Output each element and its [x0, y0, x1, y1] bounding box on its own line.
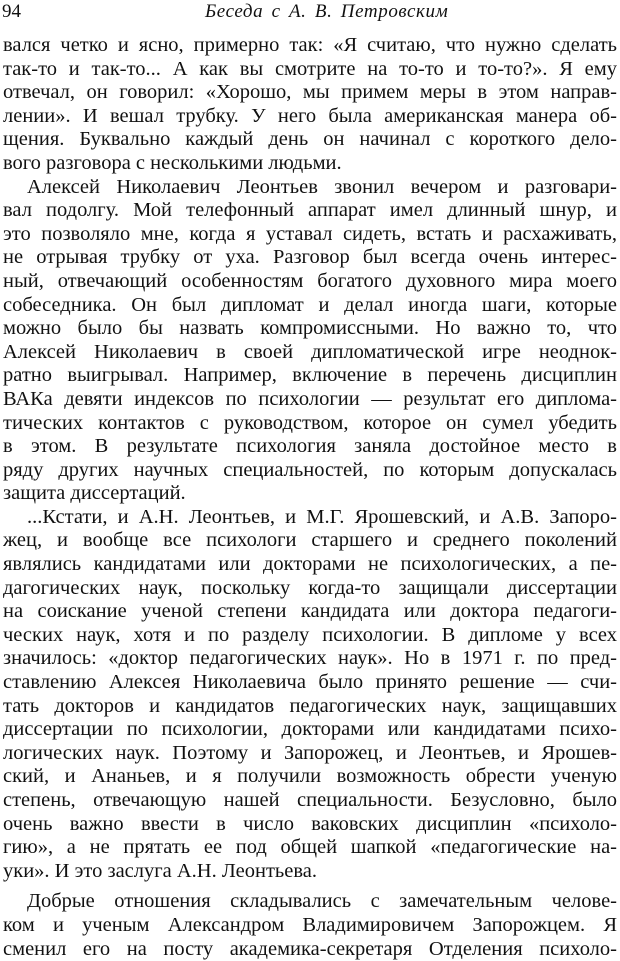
text-line: жец, и вообще все психологи старшего и среднего поколений [3, 529, 617, 552]
text-line: тать докторов и кандидатов педагогических наук, защищавших [3, 694, 617, 717]
text-line: на соискание ученой степени кандидата или доктора педагоги- [3, 600, 617, 623]
text-line: ставлению Алексея Николаевича было принято решение — счи- [3, 671, 617, 694]
body-text [3, 34, 617, 961]
text-line: вал подолгу. Мой телефонный аппарат имел длинный шнур, и [3, 199, 617, 222]
text-line: вого разговора с несколькими людьми. [3, 151, 342, 174]
text-line: щения. Буквально каждый день он начинал с короткого дело- [3, 128, 617, 151]
text-line: это позволяло мне, когда я уставал сидеть, встать и расхаживать, [3, 222, 617, 245]
text-line: ВАКа девяти индексов по психологии — результат его диплома- [3, 387, 617, 410]
text-line: очень важно ввести в число ваковских дисциплин «психоло- [3, 812, 617, 835]
text-line: логических наук. Поэтому и Запорожец, и Леонтьев, и Ярошев- [3, 741, 617, 764]
text-line: степень, отвечающую нашей специальности. Безусловно, было [3, 789, 617, 811]
text-line: Алексей Николаевич Леонтьев звонил вечером и разговари- [27, 175, 617, 198]
text-line: Добрые отношения складывались с замечательным челове- [27, 890, 617, 913]
text-line: дагогических наук, поскольку когда-то защищали диссертации [3, 576, 617, 599]
paragraph-gap [3, 883, 617, 890]
text-line: уки». И это заслуга А.Н. Леонтьева. [3, 859, 317, 882]
text-line: диссертации по психологии, докторами или кандидатами психо- [3, 718, 617, 741]
text-line: гию», а не прятать ее под общей шапкой «педагогические на- [3, 836, 617, 859]
text-line: ческих наук, хотя и по разделу психологии. В дипломе у всех [3, 623, 617, 646]
paragraph [3, 890, 617, 961]
text-line: являлись кандидатами или докторами не психологических, а пе- [3, 553, 617, 576]
text-line: значилось: «доктор педагогических наук». Но в 1971 г. по пред- [3, 647, 617, 670]
paragraph [3, 506, 617, 884]
text-line: в этом. В результате психология заняла достойное место в [3, 435, 617, 458]
text-line: вался четко и ясно, примерно так: «Я считаю, что нужно сделать [3, 34, 617, 56]
text-line: собеседника. Он был дипломат и делал иногда шаги, которые [3, 293, 617, 316]
text-line: не отрывая трубку от уха. Разговор был всегда очень интерес- [3, 246, 617, 269]
text-line: ный, отвечающий особенностям богатого духовного мира моего [3, 269, 617, 292]
running-title: Беседа с А. В. Петровским [205, 1, 449, 22]
paragraph [3, 176, 617, 506]
text-line: ряду других научных специальностей, по которым допускалась [3, 458, 617, 481]
text-line: лении». И вешал трубку. У него была американская манера об- [3, 104, 617, 127]
text-line: можно было бы назвать компромиссными. Но важно то, что [3, 317, 617, 340]
text-line: Алексей Николаевич в своей дипломатической игре неоднок- [3, 340, 617, 363]
page-number: 94 [2, 1, 21, 22]
text-line: отвечал, он говорил: «Хорошо, мы примем меры в этом направ- [3, 81, 617, 104]
text-line: ком и ученым Александром Владимировичем Запорожцем. Я [3, 913, 617, 936]
text-line: ратно выигрывал. Например, включение в перечень дисциплин [3, 364, 617, 387]
paragraph [3, 34, 617, 176]
text-line: сменил его на посту академика-секретаря Отделения психоло- [3, 937, 617, 960]
text-line: ...Кстати, и А.Н. Леонтьев, и М.Г. Ярошевский, и А.В. Запоро- [27, 505, 617, 528]
text-line: ский, и Ананьев, и я получили возможность обрести ученую [3, 765, 617, 788]
text-line: защита диссертаций. [3, 482, 186, 505]
text-line: тических контактов с руководством, которое он сумел убедить [3, 411, 617, 434]
text-line: так-то и так-то... А как вы смотрите на то-то и то-то?». Я ему [3, 57, 617, 80]
page-header [0, 0, 620, 28]
